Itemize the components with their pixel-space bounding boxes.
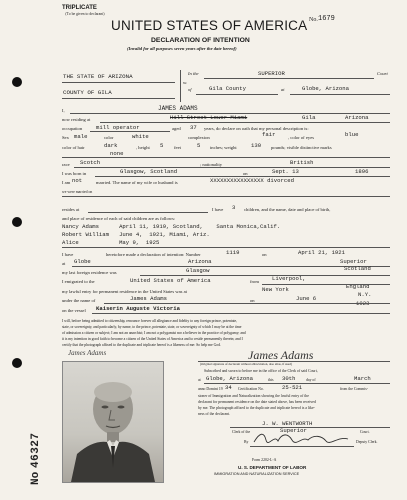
sub-para: ness of the declarant. [198, 412, 231, 416]
eyes-value: blue [345, 131, 359, 138]
entry-year: 1923 [356, 300, 370, 307]
form-number: Form 2202-L-A [252, 458, 277, 462]
from-the: from the Commis- [340, 387, 369, 391]
vessel-label: on the vessel [62, 308, 86, 313]
decl-state: Arizona [188, 258, 212, 265]
court-city: Globe, Arizona [302, 85, 349, 92]
court-type: SUPERIOR [258, 70, 285, 77]
county-name: COUNTY OF GILA [63, 89, 112, 96]
sub-at: at [198, 378, 201, 382]
child-row: Nancy Adams April 11, 1919, Scotland, Santa Monica,Calif. [62, 223, 281, 230]
born-date: Sept. 13 [272, 168, 299, 175]
residence-address: Hill Street Lower Miami [170, 114, 248, 121]
of-label: of [188, 87, 192, 92]
sub-para: by me. The photograph affixed to the duplicate and triplicate hereof is a like- [198, 406, 315, 410]
in-the-label: In the [188, 71, 199, 76]
color-value: white [132, 133, 149, 140]
residence-town: Gila [302, 114, 316, 121]
under-name-label: under the name of [62, 298, 96, 303]
feet-label: feet [174, 145, 181, 150]
sub-day-of: day of [306, 378, 316, 382]
state-name: THE STATE OF ARIZONA [63, 73, 133, 80]
last-residence: Glasgow [186, 267, 210, 274]
declaration-title: DECLARATION OF INTENTION [151, 37, 250, 44]
stamp-number-prefix: No [30, 471, 42, 485]
years-text: years, do declare on oath that my personal description is: [204, 126, 309, 131]
occupation-value: mill operator [96, 124, 140, 131]
height-inches: 5 [197, 142, 201, 149]
entry-on-label: on [250, 298, 255, 303]
i-label: I, [62, 108, 65, 113]
country-title: UNITED STATES OF AMERICA [111, 18, 308, 33]
color-label: color [104, 135, 114, 140]
decl-at: at [62, 261, 66, 266]
court-location: Gila County [209, 85, 246, 92]
sex-label: Sex [62, 135, 69, 140]
entry-port: New York [262, 286, 289, 293]
children-text-a: I have [212, 207, 224, 212]
triplicate-label: TRIPLICATE [62, 5, 97, 11]
married-text: married. The name of my wife or husband is [96, 180, 178, 185]
eyes-label: , color of eyes [288, 135, 315, 140]
court-word: Court [377, 71, 388, 76]
punch-hole [12, 77, 22, 87]
height-feet: 5 [160, 142, 164, 149]
born-place: Glasgow, Scotland [120, 168, 178, 175]
nationality-value: British [290, 159, 314, 166]
under-name: James Adams [130, 295, 167, 302]
children-intro: and place of residence of each of said children are as follows: [62, 216, 176, 221]
aged-label: aged [172, 126, 181, 131]
decl-number: 1119 [226, 249, 240, 256]
born-year: 1896 [355, 168, 369, 175]
emigrated-to: United States of America [130, 277, 211, 284]
children-count: 3 [232, 204, 236, 211]
by-label: By [244, 440, 249, 444]
child-row: Robert William June 4, 1921, Miami, Ariz. [62, 231, 210, 238]
sub-place: Globe, Arizona [206, 375, 253, 382]
entry-state: N.Y. [358, 291, 372, 298]
weight-value: 130 [251, 142, 262, 149]
height-label: , height [136, 145, 150, 150]
clerk-court: Superior [280, 427, 307, 434]
number-label: No. [309, 17, 318, 23]
ss-label: ss: [183, 81, 188, 85]
oath-line: it is my intention in good faith to become a citizen of the United States of America and to reside permanently therein; and I [62, 337, 243, 341]
at-label: at [281, 87, 285, 92]
emigrated-from: from [250, 279, 259, 284]
decl-prev-b: heretofore made a declaration of intention: Number [106, 252, 201, 257]
inches-label: inches; weight [210, 145, 237, 150]
race-label: race [62, 162, 70, 167]
stamp-number: 46327 [30, 432, 42, 468]
emigrated-label: I emigrated to the [62, 279, 95, 284]
complexion-label: complexion [188, 135, 210, 140]
sub-para: sioner of Immigration and Naturalization showing the lawful entry of the [198, 394, 309, 398]
married-struck: XXXXXXXXXXXXXXXX divorced [210, 177, 294, 184]
oath-line: I will, before being admitted to citizenship, renounce forever all allegiance and fidelity to any foreign prince, potentate, [62, 319, 238, 323]
married-label: I am [62, 180, 71, 185]
subscribed-line: Subscribed and sworn to before me in the office of the Clerk of said Court, [204, 369, 318, 373]
complexion-value: fair [262, 131, 276, 138]
oath-line: state, or sovereignty, and particularly, by name, to the prince, potentate, state, or sovereignty of which I may be at the time [62, 325, 242, 329]
clerk-title: Clerk of the [232, 430, 251, 434]
department-label: U. S. DEPARTMENT OF LABOR [238, 465, 307, 470]
deputy-clerk-signature [252, 427, 352, 446]
service-label: IMMIGRATION AND NATURALIZATION SERVICE [214, 472, 300, 476]
punch-hole [12, 217, 22, 227]
resides-label: resides at [62, 207, 80, 212]
decl-court: Superior [340, 258, 367, 265]
hair-value: dark [104, 142, 118, 149]
lawful-entry-label: my lawful entry for permanent residence in the United States was at [62, 289, 187, 294]
last-residence-label: my last foreign residence was [62, 270, 117, 275]
married-status: not [72, 177, 83, 184]
clerk-name: J. W. WENTWORTH [262, 420, 313, 427]
punch-hole [12, 358, 22, 368]
declarant-photo [62, 361, 164, 483]
vessel-name: Kaiserin Auguste Victoria [96, 305, 180, 312]
decl-place: Globe [74, 258, 91, 265]
children-text-b: children, and the name, date and place of birth, [244, 207, 331, 212]
court-word-bottom: Court. [360, 430, 370, 434]
declarant-name: JAMES ADAMS [158, 105, 198, 112]
age-value: 37 [190, 124, 197, 131]
occupation-label: occupation [62, 126, 83, 131]
married-on-label: we were married on [62, 190, 93, 194]
emigrated-port: Liverpool, [272, 275, 306, 282]
child-row: Alice May 9, 1925 [62, 239, 160, 246]
oath-line: certify that the photograph affixed to the duplicate and triplicate hereof is a likeness of me: So help me God. [62, 343, 221, 347]
sub-year: 34 [225, 384, 232, 391]
cert-label: Certification No. [238, 387, 264, 391]
marks-label: pounds; visible distinctive marks [271, 145, 332, 150]
signature-caption: (Original signature of declarant without abbreviation, also alias, if used) [200, 362, 292, 366]
validity-note: (Invalid for all purposes seven years after the date hereof) [127, 46, 237, 51]
hair-label: color of hair [62, 145, 85, 150]
nationality-label: ; nationality [200, 162, 223, 167]
sub-this: this [268, 378, 274, 382]
sub-day: 30th [282, 375, 296, 382]
cert-number: 25-521 [282, 384, 303, 391]
decl-on: on [262, 252, 267, 257]
race-value: Scotch [80, 159, 101, 166]
born-label: I was born in [62, 171, 87, 176]
born-on-label: on [243, 171, 248, 176]
decl-prev-a: I have [62, 252, 74, 257]
marks-value: none [110, 150, 124, 157]
photo-signature: James Adams [68, 349, 107, 357]
deputy-label: Deputy Clerk. [356, 440, 378, 444]
entry-date: June 6 [296, 295, 317, 302]
declarant-signature: James Adams [248, 348, 314, 362]
emigrated-country: England [346, 283, 370, 290]
sub-para: declarant for permanent residence on the date stated above, has been received [198, 400, 316, 404]
triplicate-note: (To be given to declarant) [65, 12, 105, 16]
oath-line: of admission a citizen or subject; I am not an anarchist; I am not a polygamist nor a believer in the practice of polygamy; and [62, 331, 246, 335]
sex-value: male [74, 133, 88, 140]
declaration-number: 1679 [318, 15, 335, 23]
residing-label: now residing at [62, 117, 91, 122]
last-residence-country: Scotland [344, 265, 371, 272]
residence-state: Arizona [345, 114, 369, 121]
sub-month: March [354, 375, 371, 382]
sub-anno: anno Domini 19 [198, 387, 223, 391]
decl-date: April 21, 1921 [298, 249, 345, 256]
